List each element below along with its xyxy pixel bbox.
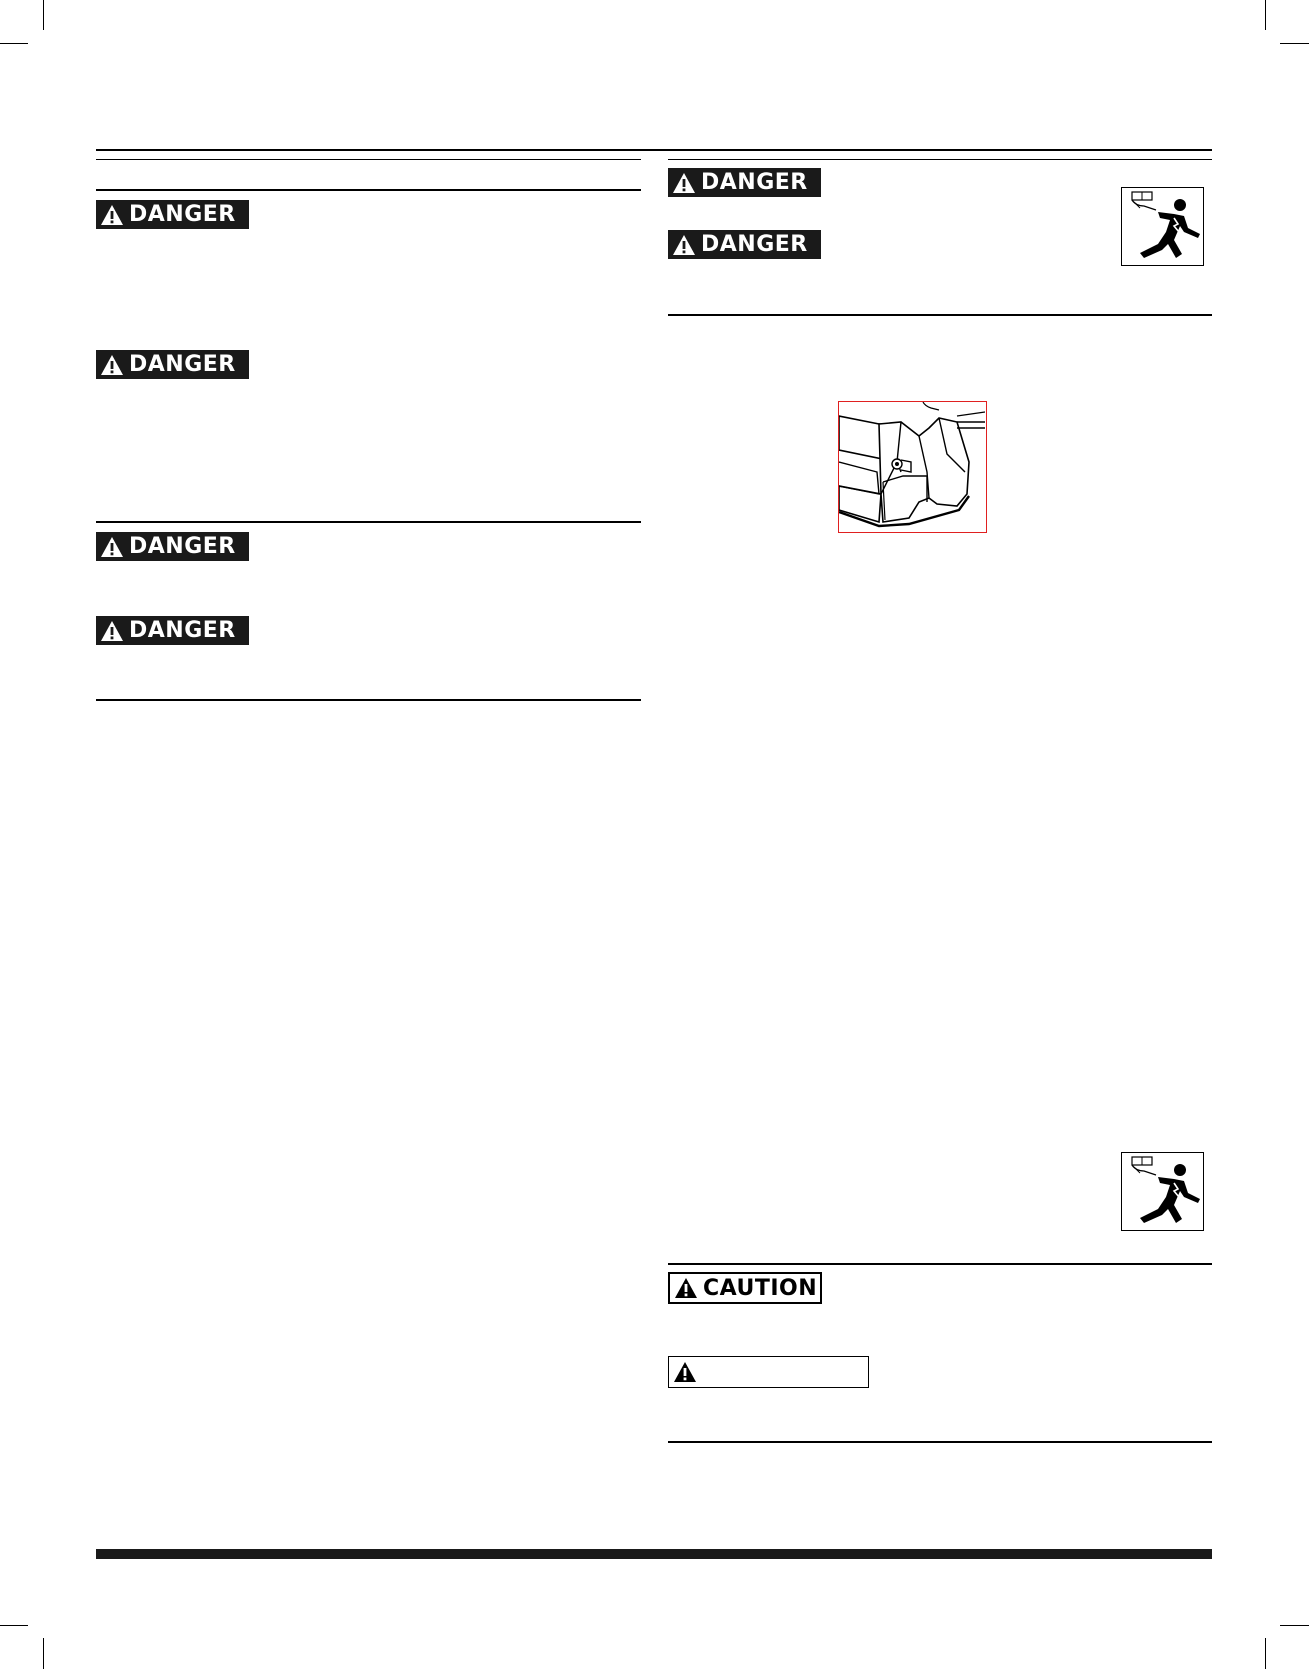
caution-badge (668, 1272, 822, 1304)
warning-triangle-icon (673, 1361, 697, 1383)
caution-label: CAUTION (703, 1275, 818, 1301)
header-rule (96, 149, 1212, 151)
danger-label: DANGER (701, 170, 808, 195)
danger-badge (96, 532, 249, 561)
crop-mark (1280, 43, 1309, 44)
crop-mark (0, 43, 28, 44)
danger-badge (96, 616, 249, 645)
warning-triangle-icon (672, 172, 696, 194)
crop-mark (1265, 0, 1266, 30)
warning-triangle-icon (100, 620, 124, 642)
warning-triangle-icon (100, 354, 124, 376)
crop-mark (43, 1638, 44, 1669)
danger-label: DANGER (129, 352, 236, 377)
danger-badge (668, 168, 821, 197)
section-rule (96, 159, 641, 160)
notice-badge (668, 1356, 869, 1388)
crop-mark (1280, 1625, 1309, 1626)
danger-badge (668, 230, 821, 259)
electric-shock-hazard-icon (1121, 1152, 1204, 1231)
warning-triangle-icon (100, 536, 124, 558)
section-rule (668, 314, 1212, 316)
crop-mark (0, 1625, 28, 1626)
danger-label: DANGER (701, 232, 808, 257)
section-rule (668, 1441, 1212, 1443)
equipment-figure (838, 401, 987, 533)
danger-label: DANGER (129, 618, 236, 643)
danger-badge (96, 200, 249, 229)
crop-mark (1265, 1638, 1266, 1669)
danger-badge (96, 350, 249, 379)
danger-label: DANGER (129, 202, 236, 227)
section-rule (96, 699, 641, 701)
danger-label: DANGER (129, 534, 236, 559)
section-rule (668, 1263, 1212, 1265)
section-rule (96, 521, 641, 523)
warning-triangle-icon (672, 234, 696, 256)
warning-triangle-icon (100, 204, 124, 226)
crop-mark (43, 0, 44, 30)
warning-triangle-icon (674, 1277, 698, 1299)
electric-shock-hazard-icon (1121, 187, 1204, 266)
section-rule (96, 189, 641, 191)
section-rule (668, 159, 1212, 160)
footer-bar (96, 1549, 1212, 1559)
